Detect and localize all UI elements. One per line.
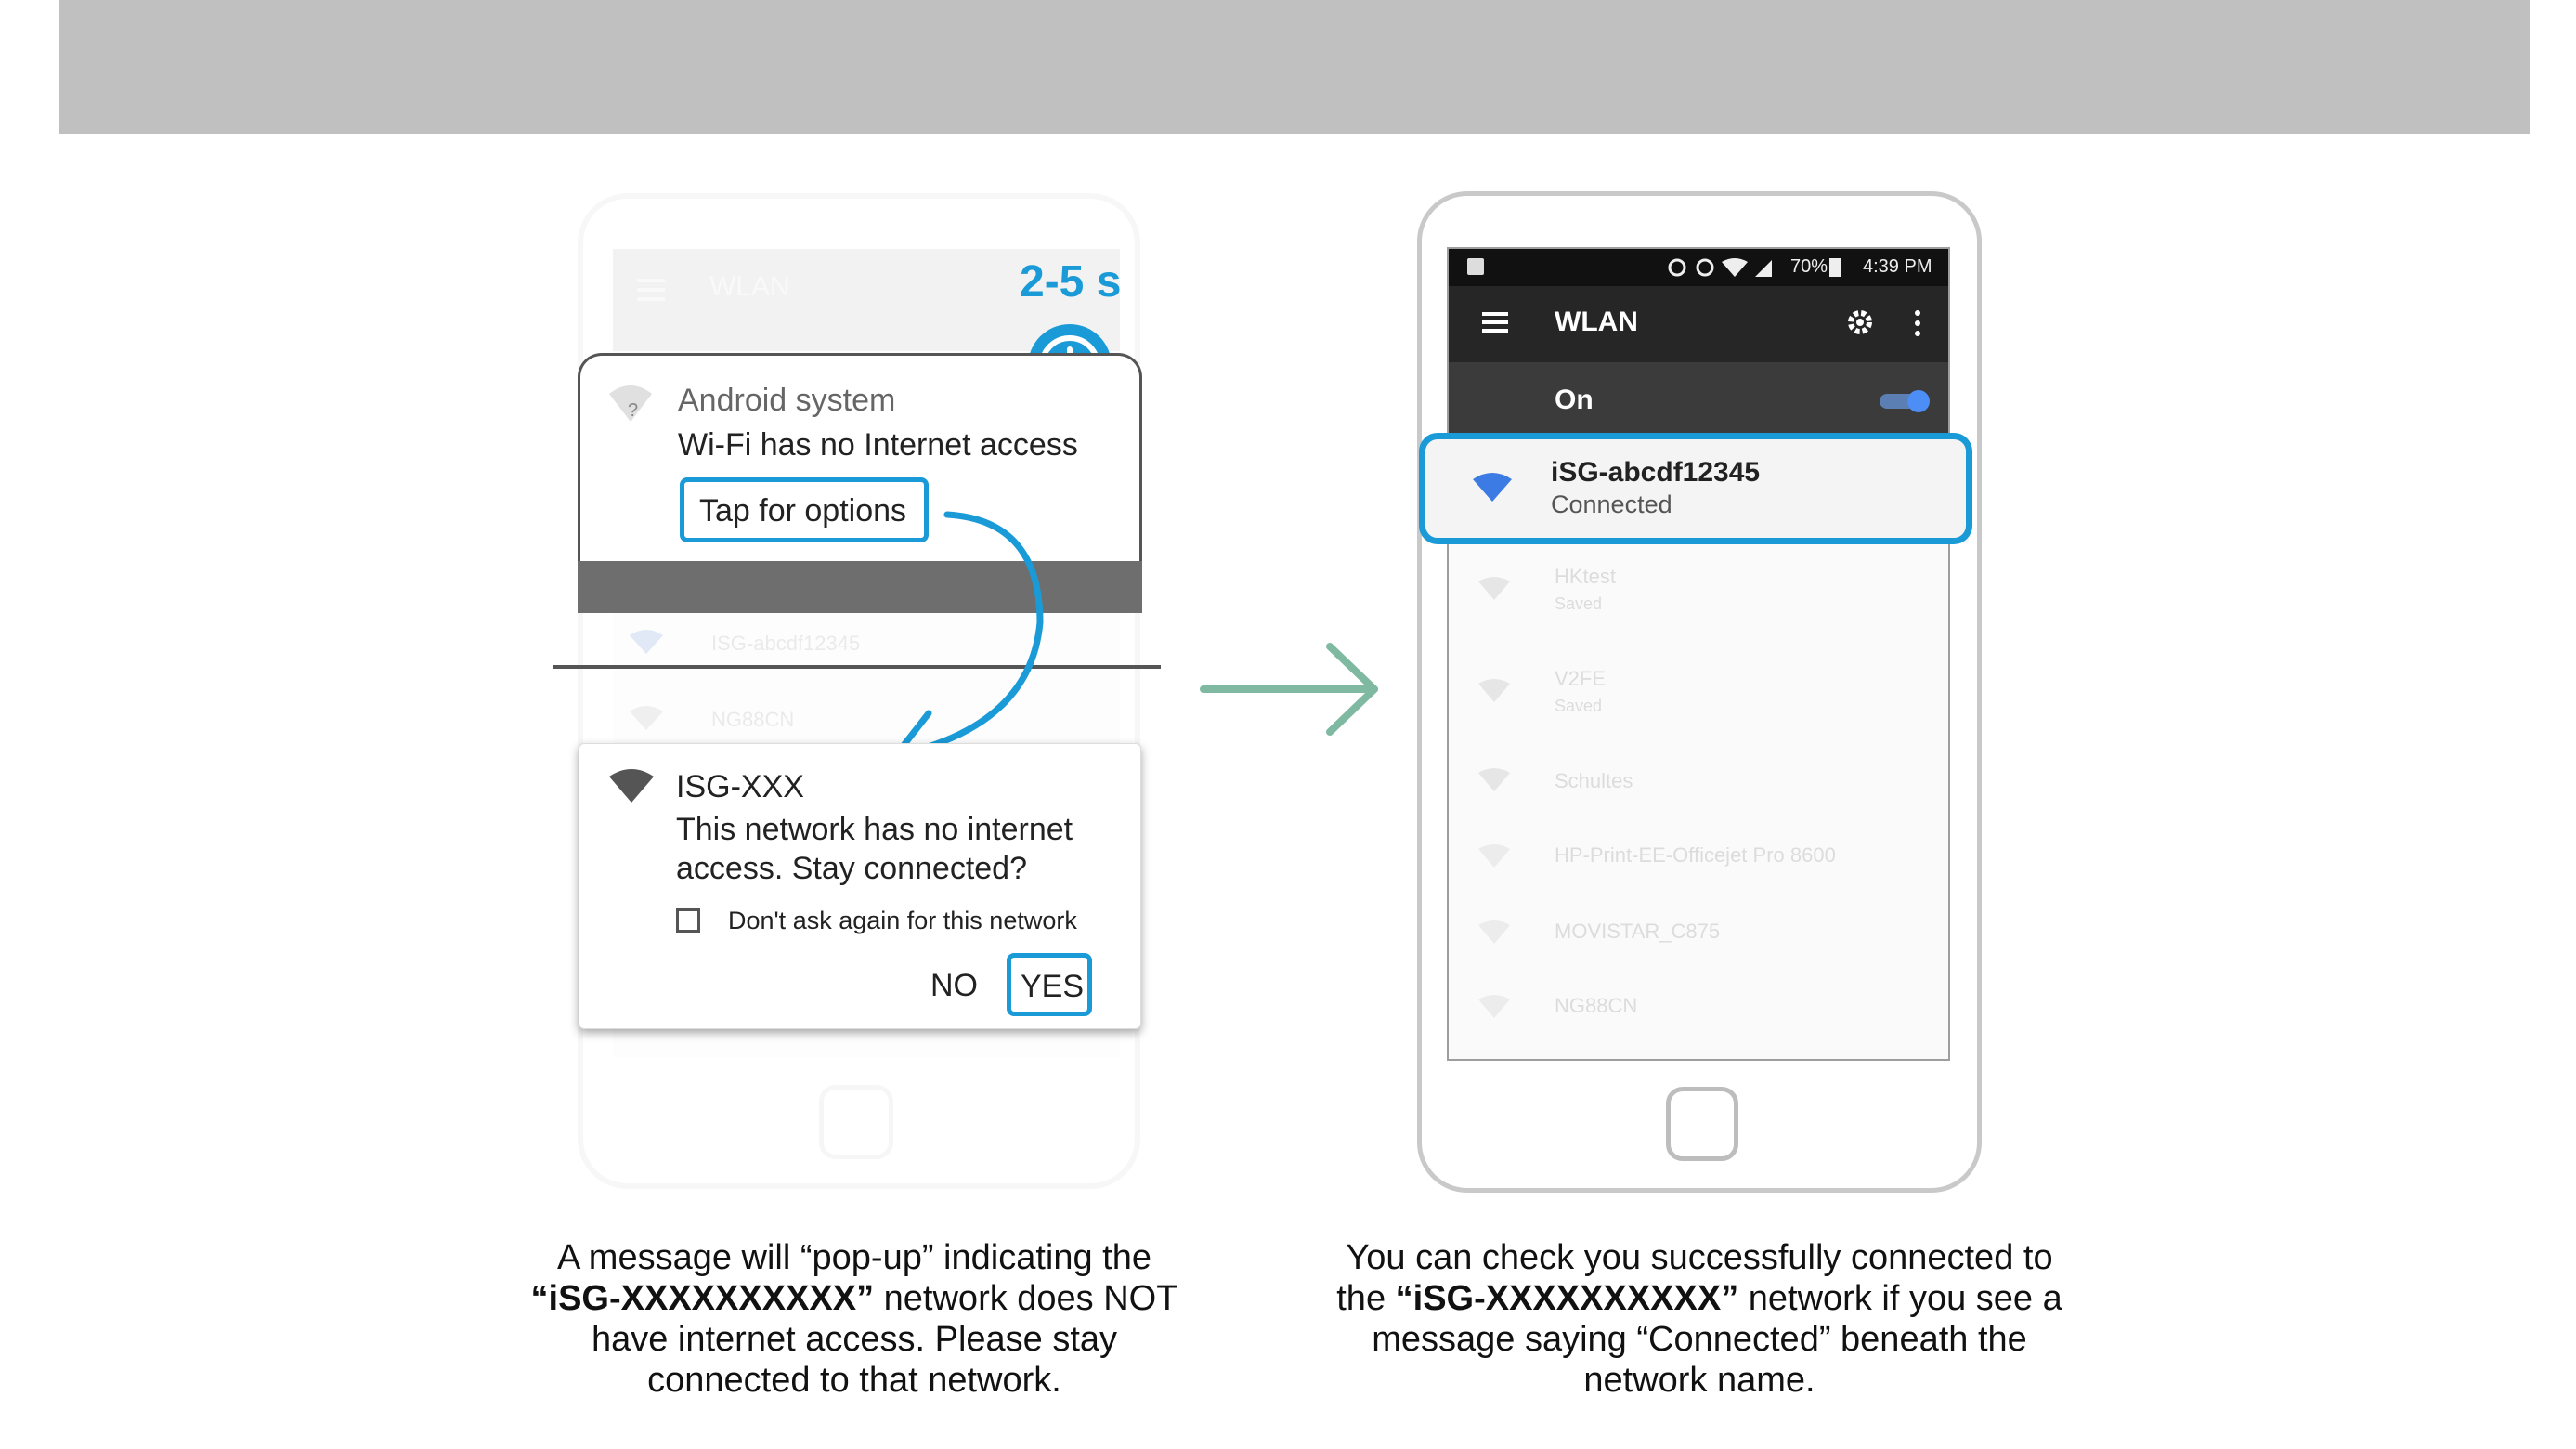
timer-label: 2-5 s — [1020, 257, 1122, 307]
wifi-icon — [1477, 920, 1512, 946]
notification-source: Android system — [678, 383, 896, 418]
network-status: Saved — [1555, 697, 1603, 715]
home-button-icon[interactable] — [1666, 1087, 1738, 1161]
battery-icon — [1829, 258, 1841, 277]
curved-arrow-icon — [882, 511, 1068, 780]
right-caption-network-bold: “iSG-XXXXXXXXXX” — [1395, 1279, 1739, 1318]
ghost-wifi-icon — [628, 628, 665, 656]
status-time: 4:39 PM — [1863, 256, 1932, 277]
toggle-label: On — [1555, 385, 1594, 415]
network-name[interactable]: MOVISTAR_C875 — [1555, 920, 1721, 943]
wifi-question-icon — [607, 383, 654, 425]
dialog-message-line2: access. Stay connected? — [676, 851, 1028, 886]
no-button[interactable]: NO — [930, 968, 978, 1003]
right-caption-line2 — [1319, 1278, 2080, 1319]
more-vert-icon[interactable] — [1915, 310, 1920, 336]
left-caption — [529, 1237, 1179, 1401]
wifi-icon — [1477, 576, 1512, 602]
dialog-message-line1: This network has no internet — [676, 812, 1073, 847]
wifi-toggle-row[interactable] — [1449, 362, 1948, 438]
wifi-icon — [1477, 843, 1512, 869]
toggle-switch-icon[interactable] — [1880, 390, 1932, 412]
right-caption-line4: network name. — [1583, 1361, 1815, 1400]
network-name[interactable]: V2FE — [1555, 667, 1607, 690]
left-caption-line2-rest: network does NOT — [874, 1279, 1178, 1318]
left-caption-line1: A message will “pop-up” indicating the — [556, 1238, 1151, 1277]
home-button-icon — [819, 1085, 893, 1159]
yes-label: YES — [1021, 969, 1085, 1004]
status-icons — [1666, 256, 1787, 279]
left-caption-network-bold: “iSG-XXXXXXXXXX” — [530, 1279, 875, 1318]
divider-line — [553, 665, 1161, 669]
left-caption-line2 — [529, 1278, 1179, 1319]
right-caption-line2-rest: network if you see a — [1738, 1279, 2062, 1318]
right-caption-line1: You can check you successfully connected to — [1346, 1238, 2053, 1277]
wifi-icon — [1477, 994, 1512, 1020]
connected-network-name: iSG-abcdf12345 — [1551, 457, 1761, 488]
hamburger-menu-icon[interactable] — [1482, 312, 1508, 333]
checkbox-label: Don't ask again for this network — [728, 907, 1077, 934]
battery-percent: 70% — [1790, 256, 1828, 277]
ghost-network-1: ISG-abcdf12345 — [711, 632, 861, 655]
right-arrow-icon — [1200, 641, 1382, 738]
left-caption-line3: have internet access. Please stay — [591, 1320, 1118, 1359]
wifi-icon — [1477, 678, 1512, 704]
notification-message: Wi-Fi has no Internet access — [678, 427, 1078, 463]
network-name[interactable]: NG88CN — [1555, 994, 1638, 1017]
notification-icon — [1467, 258, 1484, 275]
hamburger-menu-icon — [637, 279, 665, 301]
ghost-wifi-icon — [628, 704, 665, 732]
connected-highlight-box — [1419, 433, 1972, 544]
connected-network-status: Connected — [1551, 490, 1672, 518]
dialog-network-name: ISG-XXX — [676, 769, 804, 804]
checkbox-icon[interactable] — [676, 908, 700, 933]
ghost-appbar-title: WLAN — [709, 271, 790, 302]
wifi-icon — [607, 767, 656, 804]
gear-icon[interactable] — [1844, 307, 1876, 338]
appbar-title: WLAN — [1555, 307, 1638, 337]
tap-for-options-label: Tap for options — [699, 493, 907, 529]
top-banner — [59, 0, 2530, 134]
right-caption-line2-pre: the — [1336, 1279, 1396, 1318]
svg-text:?: ? — [628, 400, 639, 421]
wifi-icon — [1477, 767, 1512, 793]
right-caption-line3: message saying “Connected” beneath the — [1372, 1320, 2027, 1359]
yes-button[interactable] — [1007, 953, 1092, 1016]
right-caption — [1319, 1237, 2080, 1401]
left-caption-line4: connected to that network. — [647, 1361, 1061, 1400]
network-name[interactable]: HKtest — [1555, 565, 1617, 588]
network-name[interactable]: HP-Print-EE-Officejet Pro 8600 — [1555, 843, 1836, 867]
ghost-network-2: NG88CN — [711, 708, 795, 731]
network-name[interactable]: Schultes — [1555, 769, 1633, 792]
network-status: Saved — [1555, 594, 1603, 613]
